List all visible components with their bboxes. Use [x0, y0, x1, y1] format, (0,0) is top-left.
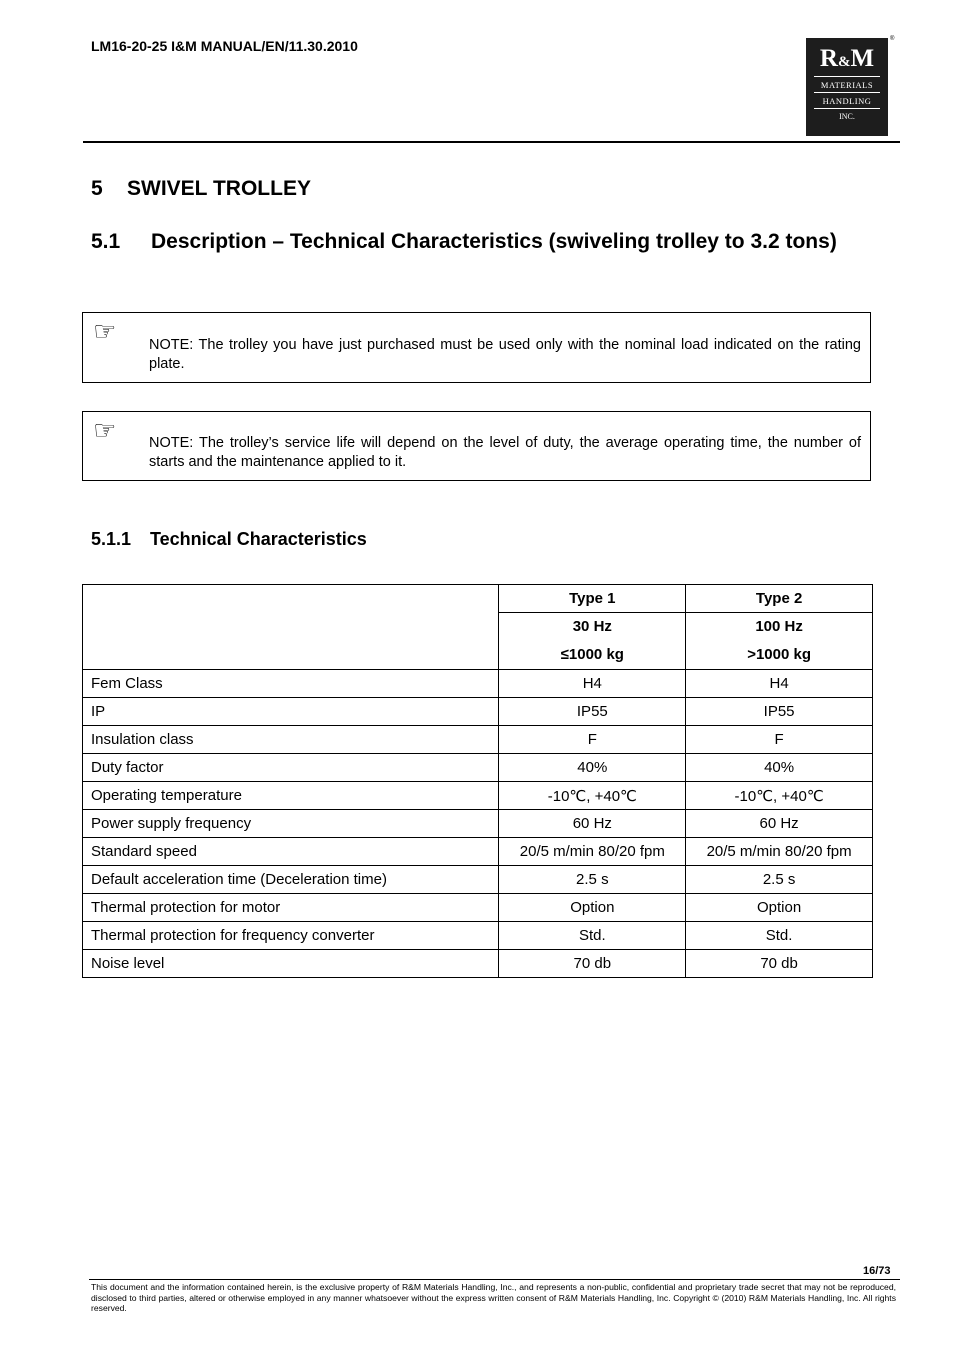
row-label: Power supply frequency — [83, 810, 499, 838]
logo-line-inc: INC. — [814, 108, 880, 121]
company-logo — [806, 38, 888, 136]
subsection-title: Description – Technical Characteristics (swiveling trolley to 3.2 tons) — [151, 230, 837, 253]
type2-value: -10℃, +40℃ — [686, 782, 873, 810]
row-label: Noise level — [83, 950, 499, 978]
row-label: Insulation class — [83, 726, 499, 754]
type1-value: -10℃, +40℃ — [499, 782, 686, 810]
logo-mark: R&M — [819, 45, 875, 72]
logo-line-materials: MATERIALS — [814, 76, 880, 92]
type1-value: H4 — [499, 670, 686, 698]
row-label: Default acceleration time (Deceleration time) — [83, 866, 499, 894]
type2-load: >1000 kg — [747, 646, 811, 663]
document-id: LM16-20-25 I&M MANUAL/EN/11.30.2010 — [91, 38, 358, 54]
row-label: IP — [83, 698, 499, 726]
logo-line-handling: HANDLING — [814, 92, 880, 108]
table-row — [83, 782, 873, 810]
table-corner-cell — [83, 585, 499, 670]
table-row — [83, 670, 873, 698]
type2-value: Option — [686, 894, 873, 922]
page-number: 16/73 — [863, 1265, 891, 1277]
type2-value: F — [686, 726, 873, 754]
type2-frequency: 100 Hz — [755, 618, 803, 635]
type1-frequency: 30 Hz — [572, 618, 612, 635]
technical-characteristics-table — [82, 584, 873, 978]
table-row — [83, 810, 873, 838]
footer-divider — [89, 1279, 900, 1280]
type2-value: 60 Hz — [686, 810, 873, 838]
type2-value: H4 — [686, 670, 873, 698]
type1-value: Option — [499, 894, 686, 922]
row-label: Operating temperature — [83, 782, 499, 810]
pointing-hand-icon: ☞ — [93, 317, 117, 347]
type2-value: 2.5 s — [686, 866, 873, 894]
type1-value: 40% — [499, 754, 686, 782]
type1-value: 70 db — [499, 950, 686, 978]
column-header-type1: Type 1 — [499, 585, 686, 613]
row-label: Fem Class — [83, 670, 499, 698]
type1-load: ≤1000 kg — [560, 646, 624, 663]
row-label: Duty factor — [83, 754, 499, 782]
column-subheader-type1 — [499, 613, 686, 670]
type1-value: Std. — [499, 922, 686, 950]
row-label: Thermal protection for motor — [83, 894, 499, 922]
note-text: NOTE: The trolley you have just purchased must be used only with the nominal load indicated on the rating plate. — [149, 337, 861, 372]
note-text: NOTE: The trolley’s service life will depend on the level of duty, the average operating time, the number of starts and the maintenance applied to it. — [149, 435, 861, 470]
row-label: Thermal protection for frequency converter — [83, 922, 499, 950]
type2-value: IP55 — [686, 698, 873, 726]
type1-value: 20/5 m/min 80/20 fpm — [499, 838, 686, 866]
table-row — [83, 894, 873, 922]
type1-value: 60 Hz — [499, 810, 686, 838]
row-label: Standard speed — [83, 838, 499, 866]
section-title: SWIVEL TROLLEY — [127, 177, 311, 200]
table-header-row — [83, 585, 873, 613]
table-row — [83, 726, 873, 754]
table-row — [83, 838, 873, 866]
note-box-load — [82, 312, 871, 383]
registered-mark: ® — [890, 36, 895, 42]
subsubsection-heading — [91, 529, 367, 550]
note-box-service-life — [82, 411, 871, 481]
table-body — [83, 670, 873, 978]
table-row — [83, 922, 873, 950]
table-row — [83, 866, 873, 894]
column-header-type2: Type 2 — [686, 585, 873, 613]
type2-value: 40% — [686, 754, 873, 782]
table-row — [83, 754, 873, 782]
subsubsection-title: Technical Characteristics — [150, 529, 367, 549]
header-divider — [83, 141, 900, 143]
type2-value: 70 db — [686, 950, 873, 978]
type1-value: F — [499, 726, 686, 754]
table-row — [83, 950, 873, 978]
type2-value: Std. — [686, 922, 873, 950]
type1-value: 2.5 s — [499, 866, 686, 894]
pointing-hand-icon: ☞ — [93, 416, 117, 446]
subsection-heading — [91, 228, 851, 255]
subsection-number: 5.1 — [91, 230, 121, 253]
section-heading — [91, 177, 311, 201]
footer-disclaimer: This document and the information contained herein, is the exclusive property of R&M Materials Handling, Inc., and represents a non-public, confidential and proprietary trade secret that may not be reproduced, disclosed to third parties, altered or otherwise employed in any manner whatsoever without the express written consent of R&M Materials Handling, Inc. Copyright © (2010) R&M Materials Handling, Inc. All rights reserved. — [91, 1282, 896, 1314]
section-number: 5 — [91, 177, 103, 200]
subsubsection-number: 5.1.1 — [91, 529, 132, 549]
type1-value: IP55 — [499, 698, 686, 726]
type2-value: 20/5 m/min 80/20 fpm — [686, 838, 873, 866]
column-subheader-type2 — [686, 613, 873, 670]
table-row — [83, 698, 873, 726]
